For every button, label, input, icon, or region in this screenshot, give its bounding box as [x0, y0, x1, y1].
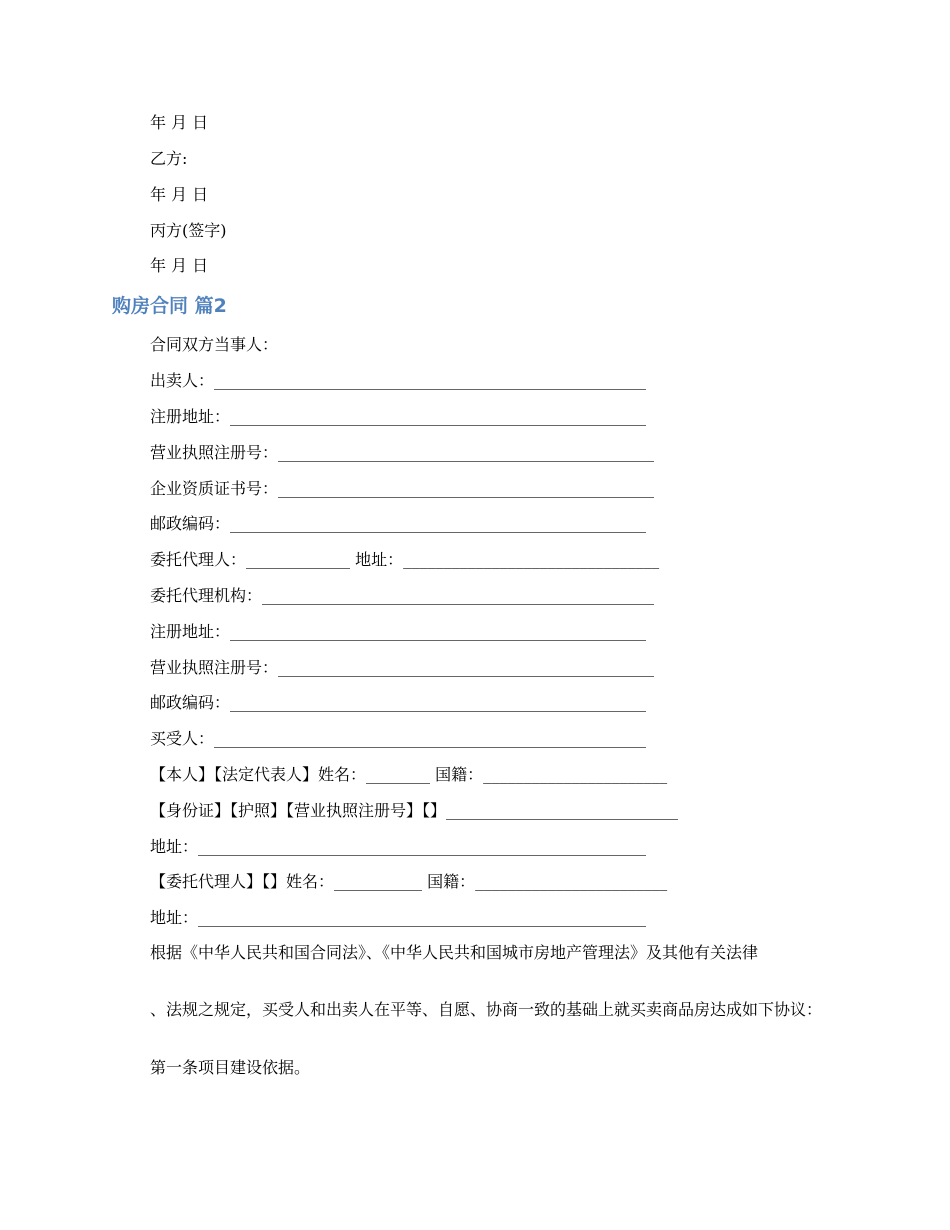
agent-address-field: 委托代理人：_____________ 地址：________________________________ — [150, 550, 660, 569]
agency-field: 委托代理机构：_________________________________________________ — [150, 586, 655, 605]
party-b-label: 乙方: — [150, 149, 188, 168]
postal-code-field: 邮政编码：____________________________________________________ — [150, 514, 647, 533]
postal-code-field: 邮政编码：____________________________________________________ — [150, 693, 647, 712]
buyer-agent-field: 【委托代理人】【】姓名：___________ 国籍：________________________ — [150, 872, 668, 891]
qualification-cert-field: 企业资质证书号：_______________________________________________ — [150, 479, 655, 498]
buyer-id-field: 【身份证】【护照】【营业执照注册号】【】_____________________________ — [150, 801, 679, 820]
seller-field: 出卖人：______________________________________________________ — [150, 371, 647, 390]
body-paragraph: 根据《中华人民共和国合同法》、《中华人民共和国城市房地产管理法》及其他有关法律 — [150, 943, 759, 962]
section-heading: 购房合同 篇2 — [112, 295, 227, 317]
buyer-name-nationality-field: 【本人】【法定代表人】姓名：________ 国籍：_______________________ — [150, 765, 668, 784]
date-line: 年 月 日 — [150, 256, 209, 275]
registered-address-field: 注册地址：____________________________________________________ — [150, 622, 647, 641]
buyer-address-field: 地址：________________________________________________________ — [150, 837, 647, 856]
business-license-field: 营业执照注册号：_______________________________________________ — [150, 658, 655, 677]
party-c-signature-label: 丙方(签字) — [150, 221, 227, 240]
registered-address-field: 注册地址：____________________________________________________ — [150, 407, 647, 426]
parties-intro: 合同双方当事人： — [150, 335, 279, 354]
business-license-field: 营业执照注册号：_______________________________________________ — [150, 443, 655, 462]
body-paragraph: 、法规之规定，买受人和出卖人在平等、自愿、协商一致的基础上就买卖商品房达成如下协议： — [150, 1000, 823, 1019]
date-line: 年 月 日 — [150, 113, 209, 132]
agent-address-field: 地址：________________________________________________________ — [150, 908, 647, 927]
buyer-field: 买受人：______________________________________________________ — [150, 729, 647, 748]
date-line: 年 月 日 — [150, 185, 209, 204]
article-one-title: 第一条项目建设依据。 — [150, 1058, 311, 1077]
